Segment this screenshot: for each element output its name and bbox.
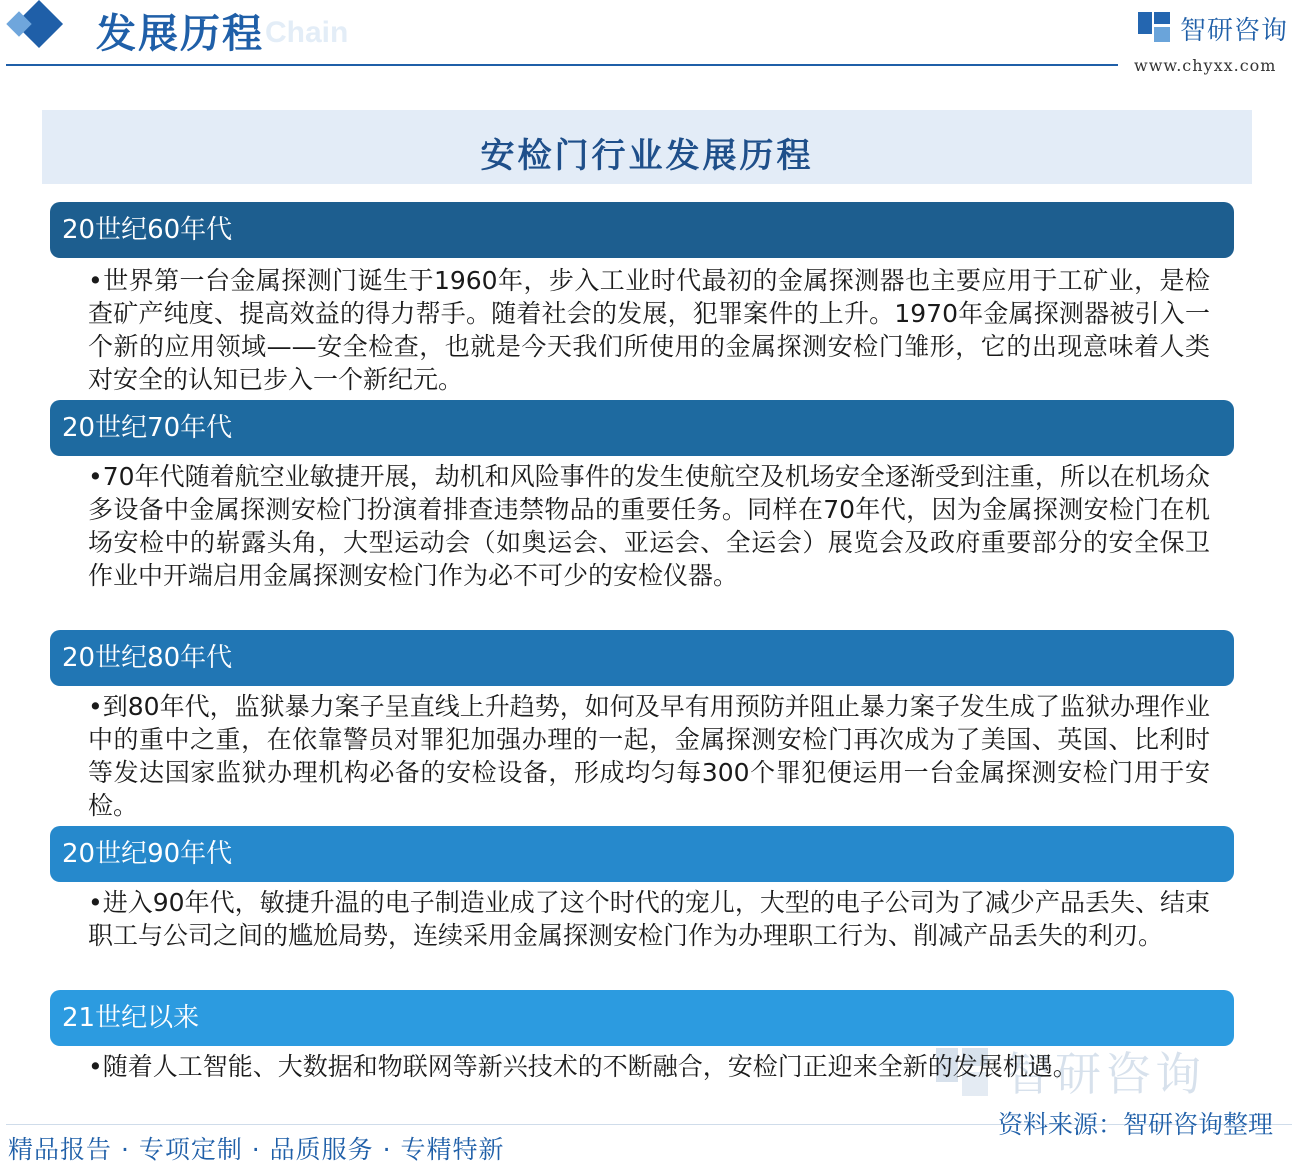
watermark-brand: 智研咨询 — [1005, 1047, 1205, 1101]
title-banner — [42, 110, 1252, 184]
era-description-1990s: •进入90年代，敏捷升温的电子制造业成了这个时代的宠儿，大型的电子公司为了减少产品丢失、结束职工与公司之间的尴尬局势，连续采用金属探测安检门作为办理职工行为、削减产品丢失的利刃。 — [88, 888, 1210, 950]
era-label: 20世纪70年代 — [62, 413, 233, 443]
section-title: 发展历程 — [96, 10, 264, 57]
brand-url: www.chyxx.com — [1134, 56, 1277, 75]
era-label: 21世纪以来 — [62, 1003, 200, 1033]
era-header-1970s — [50, 400, 1234, 456]
era-label: 20世纪60年代 — [62, 215, 233, 245]
era-description-21st-century: •随着人工智能、大数据和物联网等新兴技术的不断融合，安检门正迎来全新的发展机遇。 — [88, 1052, 1078, 1081]
header-divider — [6, 64, 1118, 66]
era-header-21st-century — [50, 990, 1234, 1046]
brand-name: 智研咨询 — [1180, 16, 1289, 46]
page-title: 安检门行业发展历程 — [480, 136, 814, 176]
footer-slogan: 精品报告 · 专项定制 · 品质服务 · 专精特新 — [8, 1135, 505, 1164]
data-source: 资料来源：智研咨询整理 — [998, 1110, 1274, 1139]
brand-logo-icon — [1138, 12, 1170, 42]
era-description-1960s: •世界第一台金属探测门诞生于1960年，步入工业时代最初的金属探测器也主要应用于工矿业，是检查矿产纯度、提高效益的得力帮手。随着社会的发展，犯罪案件的上升。1970年金属探测器被引入一个新的应用领域——安全检查，也就是今天我们所使用的金属探测安检门雏形，它的出现意味着人类对安全的认知已步入一个新纪元。 — [88, 266, 1210, 394]
era-header-1960s — [50, 202, 1234, 258]
era-label: 20世纪90年代 — [62, 839, 233, 869]
era-description-1970s: •70年代随着航空业敏捷开展，劫机和风险事件的发生使航空及机场安全逐渐受到注重，所以在机场众多设备中金属探测安检门扮演着排查违禁物品的重要任务。同样在70年代，因为金属探测安检门在机场安检中的崭露头角，大型运动会（如奥运会、亚运会、全运会）展览会及政府重要部分的安全保卫作业中开端启用金属探测安检门作为必不可少的安检仪器。 — [88, 462, 1210, 590]
era-description-1980s: •到80年代，监狱暴力案子呈直线上升趋势，如何及早有用预防并阻止暴力案子发生成了监狱办理作业中的重中之重，在依靠警员对罪犯加强办理的一起，金属探测安检门再次成为了美国、英国、比利时等发达国家监狱办理机构必备的安检设备，形成均匀每300个罪犯便运用一台金属探测安检门用于安检。 — [88, 692, 1210, 820]
era-label: 20世纪80年代 — [62, 643, 233, 673]
era-header-1980s — [50, 630, 1234, 686]
era-header-1990s — [50, 826, 1234, 882]
header-ghost-text: Chain — [265, 16, 349, 49]
